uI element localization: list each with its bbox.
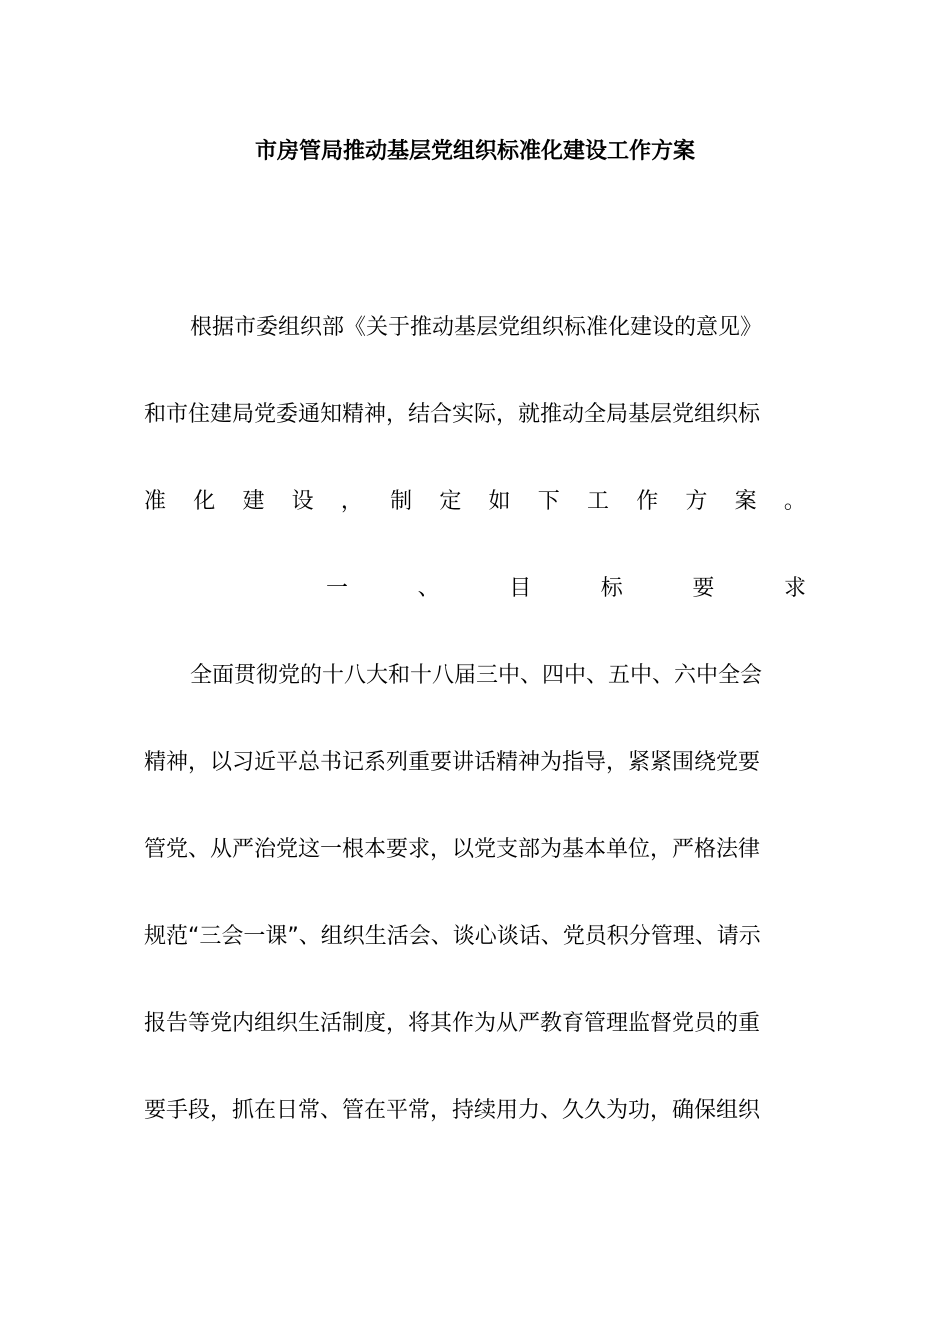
spread-char: 方	[685, 489, 708, 514]
paragraph-line-9: 报告等党内组织生活制度，将其作为从严教育管理监督党员的重	[144, 1011, 761, 1036]
spread-char: 作	[636, 489, 659, 514]
spread-char: 化	[193, 489, 216, 514]
spread-char: 求	[783, 576, 806, 601]
spread-char: 、	[417, 576, 440, 601]
spread-char: 制	[390, 489, 413, 514]
document-title: 市房管局推动基层党组织标准化建设工作方案	[254, 139, 695, 164]
paragraph-line-6: 精神，以习近平总书记系列重要讲话精神为指导，紧紧围绕党要	[144, 750, 761, 775]
spread-char: 案	[734, 489, 757, 514]
spread-char: 下	[537, 489, 560, 514]
paragraph-line-2: 和市住建局党委通知精神，结合实际，就推动全局基层党组织标	[144, 402, 761, 427]
spread-char: 建	[242, 489, 265, 514]
spread-char: 工	[586, 489, 609, 514]
spread-char: 。	[783, 489, 806, 514]
section-heading-goals	[326, 571, 806, 607]
spread-char: 目	[509, 576, 532, 601]
spread-char: ，	[340, 489, 363, 514]
paragraph-line-10: 要手段，抓在日常、管在平常，持续用力、久久为功，确保组织	[144, 1098, 761, 1123]
paragraph-line-5: 全面贯彻党的十八大和十八届三中、四中、五中、六中全会	[190, 663, 763, 688]
spread-char: 标	[600, 576, 623, 601]
spread-char: 设	[291, 489, 314, 514]
paragraph-line-8: 规范“三会一课”、组织生活会、谈心谈话、党员积分管理、请示	[144, 924, 761, 949]
spread-char: 准	[144, 489, 167, 514]
spread-char: 定	[439, 489, 462, 514]
spread-char: 如	[488, 489, 511, 514]
spread-char: 一	[326, 576, 349, 601]
spread-char: 要	[692, 576, 715, 601]
paragraph-line-3	[144, 484, 806, 520]
paragraph-line-1: 根据市委组织部《关于推动基层党组织标准化建设的意见》	[190, 315, 763, 340]
paragraph-line-7: 管党、从严治党这一根本要求，以党支部为基本单位，严格法律	[144, 837, 761, 862]
